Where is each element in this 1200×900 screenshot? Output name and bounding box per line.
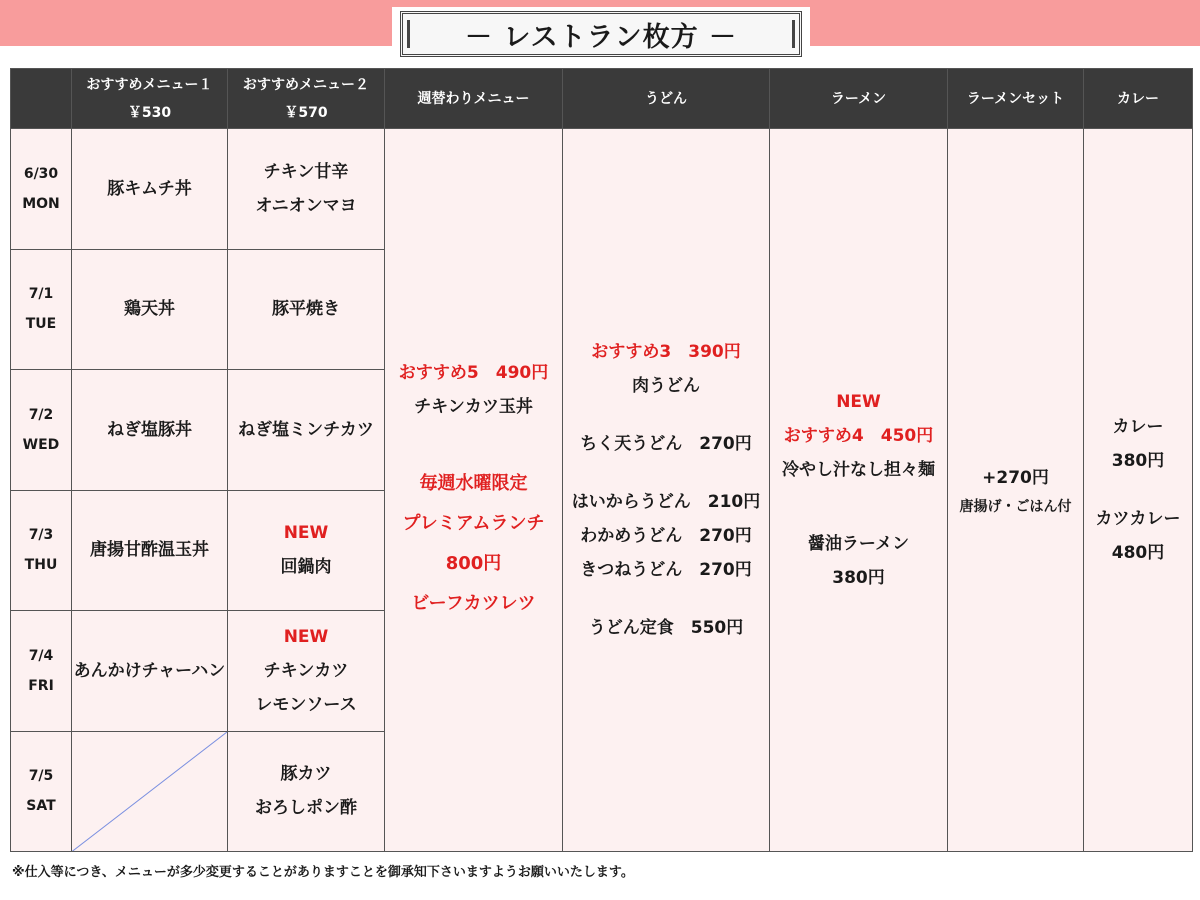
weekday: WED	[22, 436, 60, 453]
rec1-cell-empty	[72, 731, 228, 852]
header-rec1-name: おすすめメニュー１	[86, 76, 213, 93]
rec2-cell	[228, 731, 385, 852]
curry-item: カツカレー	[1095, 509, 1181, 529]
weekday: FRI	[28, 677, 54, 694]
rec2-line: オニオンマヨ	[255, 195, 357, 216]
header-row	[11, 69, 1193, 129]
premium-line: 毎週水曜限定	[419, 473, 528, 494]
date-cell	[11, 370, 72, 491]
curry-price: 380円	[1111, 451, 1165, 471]
rec1-cell: 鶏天丼	[72, 249, 228, 370]
ramen-cell	[770, 129, 948, 852]
udon-item: きつねうどん 270円	[580, 560, 752, 580]
date: 7/5	[28, 768, 54, 785]
premium-line: プレミアムランチ	[402, 513, 545, 534]
header-udon: うどん	[563, 69, 770, 129]
rec1-cell: 唐揚甘酢温玉丼	[72, 490, 228, 611]
date-cell	[11, 490, 72, 611]
rec2-line: 豚カツ	[280, 764, 332, 785]
ramen-new-badge: NEW	[836, 392, 881, 412]
ramen-rec-item: 冷やし汁なし担々麺	[782, 460, 935, 480]
rec2-line: ねぎ塩ミンチカツ	[238, 419, 374, 440]
premium-line: ビーフカツレツ	[411, 593, 536, 614]
rec2-cell	[228, 611, 385, 732]
rec2-line: 回鍋肉	[280, 557, 332, 578]
header-rec1-price: ￥530	[127, 104, 172, 121]
udon-cell	[563, 129, 770, 852]
curry-item: カレー	[1112, 417, 1164, 437]
rec2-cell	[228, 370, 385, 491]
date: 7/2	[28, 406, 54, 423]
date: 7/3	[28, 527, 54, 544]
title-frame	[400, 11, 802, 57]
new-badge: NEW	[283, 523, 329, 544]
udon-item: ちく天うどん 270円	[580, 434, 752, 454]
weekday: THU	[24, 557, 58, 574]
title-frame-tick-left	[407, 20, 410, 48]
rec2-line: レモンソース	[255, 694, 357, 715]
rec1-cell: ねぎ塩豚丼	[72, 370, 228, 491]
weekly-item: チキンカツ玉丼	[414, 397, 533, 417]
curry-price: 480円	[1111, 543, 1165, 563]
rec2-cell	[228, 249, 385, 370]
rec2-cell	[228, 129, 385, 250]
udon-rec-item: 肉うどん	[632, 376, 700, 396]
weekday: MON	[22, 195, 60, 212]
date-cell	[11, 731, 72, 852]
header-ramen: ラーメン	[770, 69, 948, 129]
date: 6/30	[23, 165, 59, 182]
rec2-cell	[228, 490, 385, 611]
date-cell	[11, 129, 72, 250]
curry-cell	[1084, 129, 1193, 852]
title-frame-tick-right	[792, 20, 795, 48]
table-row	[11, 129, 1193, 250]
diagonal-strike	[72, 732, 227, 852]
rec1-cell: あんかけチャーハン	[72, 611, 228, 732]
date-cell	[11, 611, 72, 732]
weekly-cell	[385, 129, 563, 852]
udon-rec-label: おすすめ3 390円	[591, 342, 741, 362]
menu-table	[10, 68, 1193, 852]
header-rec2	[228, 69, 385, 129]
weekly-rec-label: おすすめ5 490円	[398, 363, 549, 383]
header-date	[11, 69, 72, 129]
udon-set: うどん定食 550円	[588, 618, 744, 638]
ramen-set-cell	[948, 129, 1084, 852]
title-box	[392, 7, 810, 61]
rec1-cell: 豚キムチ丼	[72, 129, 228, 250]
new-badge: NEW	[283, 626, 329, 647]
header-ramen-set: ラーメンセット	[948, 69, 1084, 129]
header-weekly: 週替わりメニュー	[385, 69, 563, 129]
date: 7/4	[28, 647, 54, 664]
header-rec2-price: ￥570	[284, 104, 328, 121]
rec2-line: 豚平焼き	[272, 299, 340, 320]
ramen-rec-label: おすすめ4 450円	[783, 426, 934, 446]
rec2-line: チキン甘辛	[263, 161, 349, 182]
header-curry: カレー	[1084, 69, 1193, 129]
rec2-line: おろしポン酢	[255, 798, 357, 819]
header-rec2-name: おすすめメニュー２	[242, 76, 370, 93]
ramen-set-desc: 唐揚げ・ごはん付	[959, 499, 1072, 515]
premium-line: 800円	[445, 553, 502, 574]
weekday: TUE	[25, 316, 57, 333]
ramen-set-price: +270円	[982, 468, 1049, 488]
udon-item: わかめうどん 270円	[580, 526, 752, 546]
udon-item: はいからうどん 210円	[571, 492, 761, 512]
ramen-item-price: 380円	[832, 568, 885, 588]
rec2-line: チキンカツ	[263, 660, 349, 681]
weekday: SAT	[26, 798, 56, 815]
footnote: ※仕入等につき、メニューが多少変更することがありますことを御承知下さいますようお願いいたします。	[12, 865, 634, 880]
date-cell	[11, 249, 72, 370]
date: 7/1	[28, 286, 54, 303]
ramen-item: 醤油ラーメン	[807, 534, 910, 554]
page-title: － レストラン枚方 －	[465, 21, 737, 53]
header-rec1	[72, 69, 228, 129]
